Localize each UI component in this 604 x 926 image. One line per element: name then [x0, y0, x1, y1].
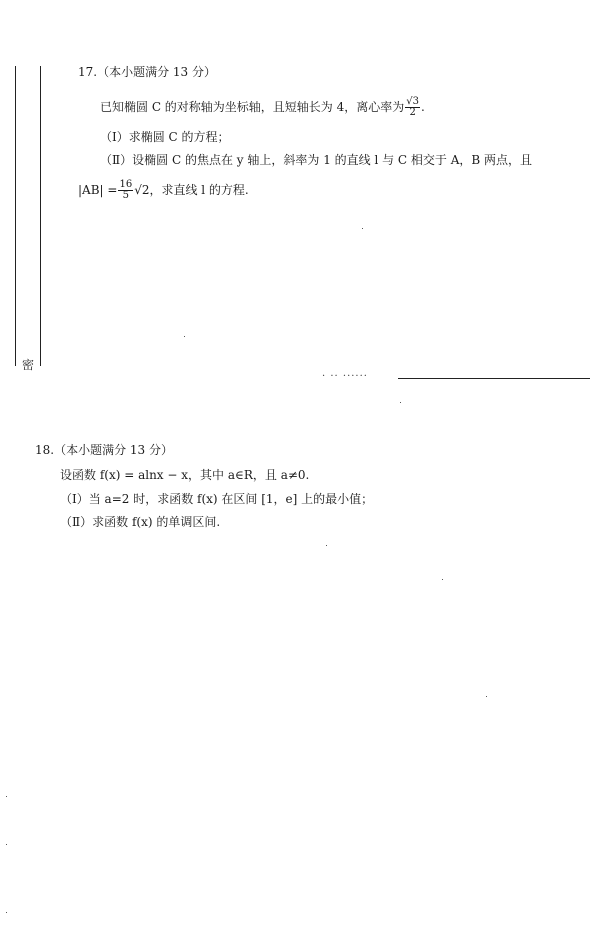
q18-number: 18.	[35, 443, 55, 457]
scan-speck	[6, 796, 7, 797]
q17-condition: |AB| = $\frac{16}{5}$ √2，求直线 l 的方程.	[78, 179, 249, 201]
length-fraction: $\frac{16}{5}$	[119, 179, 133, 201]
scan-speck	[486, 696, 487, 697]
q17-header	[78, 64, 216, 80]
scan-speck	[362, 228, 363, 229]
q18-part2: （Ⅱ）求函数 f(x) 的单调区间.	[60, 515, 221, 529]
cut-line-dots: · ·· ······	[322, 371, 368, 382]
q18-score: （本小题满分 13 分）	[54, 443, 173, 457]
q18-header	[35, 442, 173, 458]
cut-line	[398, 378, 590, 379]
q17-number: 17.	[78, 65, 98, 79]
q17-part2: （Ⅱ）设椭圆 C 的焦点在 y 轴上，斜率为 1 的直线 l 与 C 相交于 A，B 两点，且	[100, 153, 533, 167]
scan-speck	[326, 545, 327, 546]
q18-intro: 设函数 f(x) = alnx − x，其中 a∈R，且 a≠0.	[60, 468, 310, 482]
q17-intro: 已知椭圆 C 的对称轴为坐标轴，且短轴长为 4，离心率为 $\frac{√3}{2}$ .	[100, 96, 425, 118]
q17-score: （本小题满分 13 分）	[97, 65, 216, 79]
scan-speck	[6, 844, 7, 845]
scan-speck	[6, 912, 7, 913]
binding-line-inner	[40, 66, 41, 366]
q17-part1: （Ⅰ）求椭圆 C 的方程；	[100, 130, 230, 144]
eccentricity-fraction: $\frac{√3}{2}$	[406, 96, 419, 118]
binding-line-outer	[15, 66, 16, 366]
seal-character: 密	[22, 358, 35, 372]
scan-speck	[400, 402, 401, 403]
q18-part1: （Ⅰ）当 a=2 时，求函数 f(x) 在区间 [1，e] 上的最小值；	[60, 492, 374, 506]
scan-speck	[442, 579, 443, 580]
scan-speck	[184, 336, 185, 337]
